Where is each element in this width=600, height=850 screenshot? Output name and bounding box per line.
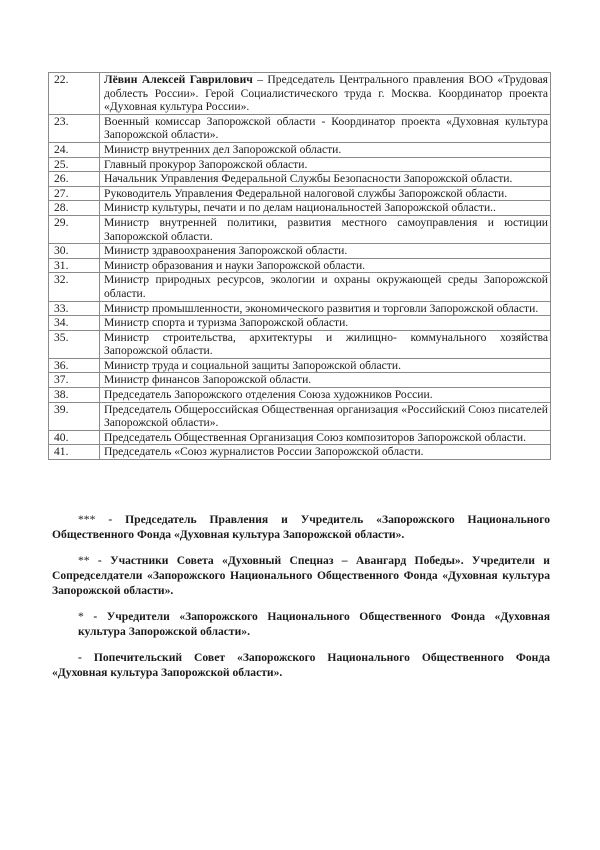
row-number: 25. (49, 157, 100, 172)
footnote-trustees: - Попечительский Совет «Запорожского Национального Общественного Фонда «Духовная культура Запорожской области». (52, 651, 550, 679)
row-description: Министр строительства, архитектуры и жилищно- коммунального хозяйства Запорожской области. (100, 330, 551, 358)
table-row (49, 114, 551, 142)
row-number: 34. (49, 316, 100, 331)
row-description: Министр внутренней политики, развития местного самоуправления и юстиции Запорожской области. (100, 215, 551, 243)
row-number: 31. (49, 258, 100, 273)
row-number: 36. (49, 358, 100, 373)
table-row (49, 157, 551, 172)
row-number: 38. (49, 388, 100, 403)
row-number: 32. (49, 273, 100, 301)
row-description: Министр культуры, печати и по делам национальностей Запорожской области.. (100, 201, 551, 216)
table-row (49, 445, 551, 460)
table-row (49, 301, 551, 316)
row-number: 41. (49, 445, 100, 460)
table-row (49, 330, 551, 358)
footnote-marker: * (78, 610, 84, 623)
table-row (49, 142, 551, 157)
row-description: Военный комиссар Запорожской области - Координатор проекта «Духовная культура Запорожской области». (100, 114, 551, 142)
row-description: Министр природных ресурсов, экологии и охраны окружающей среды Запорожской области. (100, 273, 551, 301)
row-description: Лёвин Алексей Гаврилович – Председатель Центрального правления ВОО «Трудовая доблесть России». Герой Социалистического труда г. Москва. Координатор проекта «Духовная культура России». (100, 73, 551, 115)
table-row (49, 201, 551, 216)
row-description: Руководитель Управления Федеральной налоговой службы Запорожской области. (100, 186, 551, 201)
table-row (49, 430, 551, 445)
table-row (49, 373, 551, 388)
row-number: 23. (49, 114, 100, 142)
footnote-single-asterisk: * - Учредители «Запорожского Национального Общественного Фонда «Духовная культура Запорожской области». (78, 610, 550, 638)
row-description: Министр образования и науки Запорожской области. (100, 258, 551, 273)
row-number: 22. (49, 73, 100, 115)
row-description: Министр промышленности, экономического развития и торговли Запорожской области. (100, 301, 551, 316)
table-row (49, 73, 551, 115)
table-row (49, 402, 551, 430)
row-number: 33. (49, 301, 100, 316)
row-number: 30. (49, 244, 100, 259)
row-description: Министр внутренних дел Запорожской области. (100, 142, 551, 157)
row-number: 35. (49, 330, 100, 358)
row-number: 37. (49, 373, 100, 388)
footnote-marker: ** (78, 554, 90, 567)
table-row (49, 258, 551, 273)
table-row (49, 273, 551, 301)
person-name: Лёвин Алексей Гаврилович (104, 73, 253, 86)
table-row (49, 172, 551, 187)
row-description: Главный прокурор Запорожской области. (100, 157, 551, 172)
row-description: Министр финансов Запорожской области. (100, 373, 551, 388)
row-description: Министр здравоохранения Запорожской области. (100, 244, 551, 259)
table-row (49, 244, 551, 259)
row-number: 40. (49, 430, 100, 445)
row-number: 28. (49, 201, 100, 216)
table-row (49, 316, 551, 331)
table-row (49, 215, 551, 243)
row-description: Председатель Общественная Организация Союз композиторов Запорожской области. (100, 430, 551, 445)
footnotes (52, 512, 550, 691)
table-row (49, 388, 551, 403)
footnote-marker: *** (78, 513, 96, 526)
row-description: Министр труда и социальной защиты Запорожской области. (100, 358, 551, 373)
footnote-double-asterisk: ** - Участники Совета «Духовный Спецназ – Авангард Победы». Учредители и Сопредселдатели «Запорожского Национального Общественного Фонда «Духовная культура Запорожской области». (52, 554, 550, 597)
row-description: Председатель Запорожского отделения Союза художников России. (100, 388, 551, 403)
table-row (49, 358, 551, 373)
table-row (49, 186, 551, 201)
row-number: 24. (49, 142, 100, 157)
row-description: Начальник Управления Федеральной Службы Безопасности Запорожской области. (100, 172, 551, 187)
row-description: Председатель «Союз журналистов России Запорожской области. (100, 445, 551, 460)
members-table (48, 72, 551, 460)
row-number: 27. (49, 186, 100, 201)
footnote-triple-asterisk: *** - Председатель Правления и Учредитель «Запорожского Национального Общественного Фонда «Духовная культура Запорожской области». (52, 513, 550, 541)
row-description: Министр спорта и туризма Запорожской области. (100, 316, 551, 331)
row-number: 26. (49, 172, 100, 187)
row-number: 29. (49, 215, 100, 243)
row-number: 39. (49, 402, 100, 430)
row-description: Председатель Общероссийская Общественная организация «Российский Союз писателей Запорожской области». (100, 402, 551, 430)
